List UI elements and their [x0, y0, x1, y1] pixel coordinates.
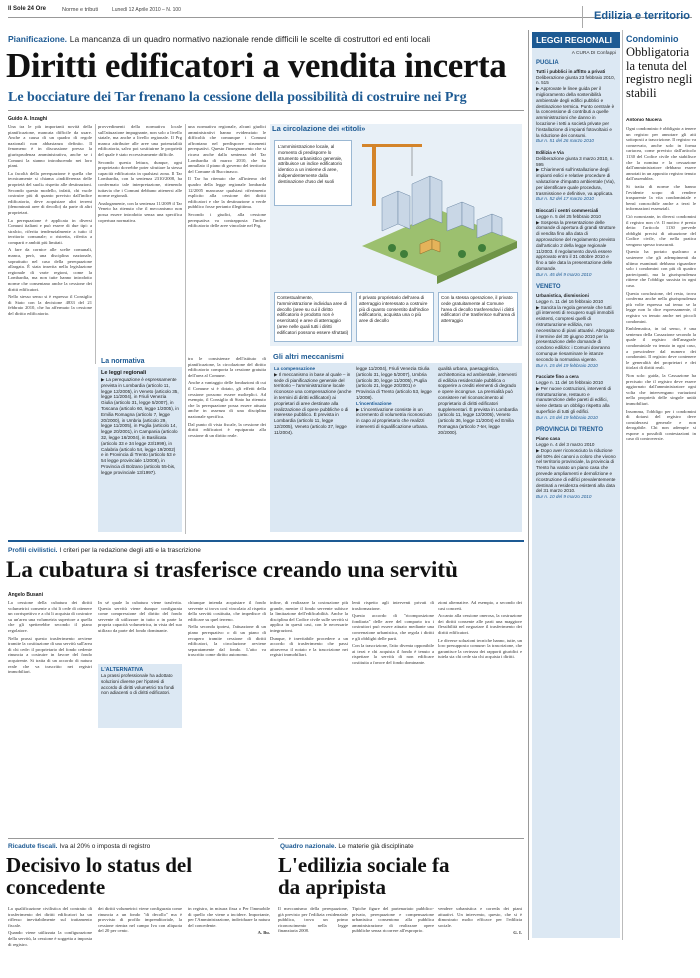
divider [185, 124, 186, 534]
lead-rule [8, 110, 524, 111]
profili-author: Angelo Busani [8, 592, 44, 598]
lead-column-4: tra le consistenze dell'istituto di pianificazione, la circolazione del diritto edificatorio comporta la cessione gratuita dell'area al Comune. Anche a vantaggio delle fondazioni di cui il Comune si è dotato, gli effetti della cessione possono essere molteplici. Ad esempio, il Consiglio di Stato ha ritenuto che la perequazione possa essere attuata anche in assenza di una disciplina nazionale specifica. Dal punto di vista fiscale, la cessione dei diritti edificatori è equiparata alla cessione di un diritto reale. [188, 356, 266, 438]
paper-date: Lunedì 12 Aprile 2010 – N. 100 [112, 7, 181, 13]
compensazione-text: La compensazione ▶ Il meccanismo in base al quale – in sede di pianificazione generale del territorio – l'amministrazione locale riconosce una compensazione (anche in termini di diritti edificatori) ai proprietari di aree destinate alla realizzazione di opere pubbliche o di interesse pubblico. È prevista in Lombardia (articolo 11, legge 12/2005), Veneto (articolo 37, legge 11/2004). [274, 366, 352, 435]
profili-kicker: Profili civilistici. [8, 547, 58, 554]
lead-title: Diritti edificatori a vendita incerta [6, 48, 507, 85]
profili-kicker-text: I criteri per la redazione degli atti e la trascrizione [59, 547, 201, 554]
quadro-kicker: Quadro nazionale. [280, 843, 337, 850]
ricadute-column-1: La qualificazione civilistica del contratto di trasferimento dei diritti edificatori ha un riflesso inevitabilmente sul trattamento fiscale. Quando viene utilizzata la configurazione della servitù, la cessione è soggetta a imposta di registro. [8, 906, 92, 947]
condominio-title: Obbligatoria la tenuta del registro negli stabili [626, 46, 693, 100]
lead-column-3: una normativa regionale, alcuni giudici amministrativi hanno evidenziato le difficoltà che comunque i Comuni affrontano nel predisporre strumenti perequativi. Questo l'insegnamento che si ricava anche dalla sentenza del Tar Lombardia di marzo 2010, che ha annullato il piano di governo del territorio del Comune di Buccinasco. Il Tar ha ritenuto che all'interno del quadro della legge regionale lombarda 12/2005 mancasse qualsiasi riferimento esplicito alla cessione dei diritti edificatori e che la destinazione a verde pubblico fosse pertanto illegittima. Secondo i giudici, alla cessione perequativa va contrapposta l'indice edificatorio delle aree vincolate nel Prg. [188, 124, 266, 229]
section-rule [8, 540, 524, 542]
meccanismi-col3: qualità urbana, paesaggistica, architettonica ed ambientale, interventi di edilizia residenziale pubblica o sopperire a crediti elementi di degrado e opere incongrue. La premialità può consistere nel riconoscimento al proprietario di diritti edificatori supplementari. È prevista in Lombardia (articolo 11, legge 12/2005), Veneto (articolo 36, legge 11/2004) ed Emilia Romagna (articolo 7-ter, legge 20/2000). [438, 366, 518, 435]
lead-kicker-line [8, 34, 524, 46]
quadro-title: L'edilizia sociale fa da apripista [278, 854, 450, 899]
profili-column-4: infine, di realizzare la costruzione più grande, mentre il fondo servente subisce la limitazione dell'edificabilità. Anche la disciplina del Codice civile sulle servitù si applica in questi casi, con le necessarie integrazioni. Dunque, è inevitabile procedere a un accordo di trasferimento che passi attraverso il notaio e la trascrizione nei registri immobiliari. [270, 600, 348, 658]
sidebar-title: LEGGI REGIONALI [532, 32, 620, 48]
incentivazione-label: L'incentivazione [356, 400, 392, 406]
incentivazione-text: legge 11/2004), Friuli Venezia Giulia (articolo 31, legge 5/2007), Umbria (articolo 30, legge 11/2005), Puglia (articolo 21, legge 20/2001) e Provincia di Trento (articolo 53, legge 1/2008). L'incentivazione ▶ L'incentivazione consiste in un incremento di volumetria riconosciuto in capo al proprietario che realizzi interventi di riqualificazione urbana. [356, 366, 432, 429]
sidebar-region: PUGLIA Tutti i pubblici in affitto a privati Deliberazione giunta 23 febbraio 2010, n. 515 ▶ Approvate le linee guida per il miglioramento della sostenibilità ambientale degli edifici pubblici e destinazione termica. Punto centrale è la concessione di contributi a quelle amministrazioni che danno in locazione i tetti a società private per l'installazione di impianti fotovoltaici e la riduzione dei consumi. Bur n. 51 del 26 marzo 2010 Edilizia e Via Deliberazione giunta 3 marzo 2010, n. 595 ▶ Chiarimenti sull'installazione degli impianti eolici e relative procedure di valutazione d'impatto ambientale (Via), per identificare quale procedura, trasmissione e definitive, va applicata. Bur n. 52 del 17 marzo 2010 Bioccati i centri commerciali Legge n. 5 del 25 febbraio 2010 ▶ Sospesa la presentazione delle domande di apertura di grandi strutture di vendita fino alla data di approvazione del regolamento previsto dall'articolo 2 della legge regionale 11/2003. Il regolamento dovrà essere approvato entro il 31 ottobre 2010 e fino a tale data la presentazione delle domande. Bur n. 45 del 9 marzo 2010 VENETO Urbanistica, dismissioni Legge n. 11 del 16 febbraio 2010 ▶ Sancita la regola generale che tutti gli interventi di recupero sugli immobili esistenti, compresi quelli di ristrutturazione edilizia, non necessitano di piani attuativi. Abrogato il termine del 30 giugno 2010 per la presentazione delle domande di condono edilizio: i Comuni dovranno comunque riesaminare le istanze secondo la normativa vigente. Bur n. 15 del 19 febbraio 2010 Facciate fino a cera Legge n. 11 del 16 febbraio 2010 ▶ Per nuove costruzioni, interventi di ristrutturazione, restauro e manutenzione delle pareti di edifici, viene dettato un obbligo rispetto alla superficie di tutti gli edifici. Bur n. 15 del 19 febbraio 2010 PROVINCIA DI TRENTO Piano casa Legge n. 4 del 3 marzo 2010 ▶ Dopo aver riconosciuto la riduzione del 50% dei canoni a coloro che vivono nel territorio provinciale, la provincia di Trento ha varato un piano casa che prevede ampliamenti e demolizione e ricostruzione di edifici prevalentemente destinati a residenza esistenti alla data del 31 marzo 2010. Bur n. 10 del 9 marzo 2010 [536, 60, 616, 500]
condominio-kicker: Condominio [626, 34, 679, 44]
lead-kicker: Pianificazione. [8, 34, 68, 44]
condominio-author: Antonio Nucera [626, 118, 662, 123]
normativa-label: La normativa [98, 356, 182, 367]
normativa-box [98, 356, 182, 532]
ricadute-column-2: dei diritti volumetrici viene configurata come rinuncia a un fondo "di decollo" ma è provvisto di profilo imprenditoriale, la cessione rientra nel campo Iva con aliquota del 20 per cento. [98, 906, 182, 934]
section-rule [278, 838, 524, 839]
profili-column-3: chiunque intenda acquistare il fondo servente si trova così vincolato al rispetto della servitù costituita, che impedisce di edificare su quel terreno. Nella seconda ipotesi, l'attuazione di un piano perequativo o di un piano di recupero tramite cessione di diritti edificatori, la circolazione avviene separatamente dal fondo. L'atto va trascritto come diritto autonomo. [188, 600, 266, 658]
lead-column-2: provvedimenti della normativa locale sull'attuazione impugnante, non solo a livello statale, ma anche a livello regionale. Il Prg manca attribuire alle aree una potenzialità edificatoria, salvo poi sostituirne le proprietà del quale è stato eccessivamente difficile. Secondo questa lettura, dunque, ogni proprietario dovrebbe poter sfruttare la stessa capacità edificatoria in qualsiasi zona. Il Tar Lombardia, con la sentenza 2310/2008, ha confermato tale interpretazione, ritenendo tuttavia che i Comuni debbano attenersi alle norme regionali. Analogamente, con la sentenza 11/2009 il Tar Veneto ha ritenuto che il meccanismo non possa essere introdotto senza una specifica copertura normativa. [98, 124, 182, 223]
lead-author: Guido A. Inzaghi [8, 116, 48, 122]
sidebar-by: A CURA DI Confappi [571, 51, 616, 56]
divider [95, 124, 96, 364]
city-illustration [352, 136, 522, 286]
profili-kicker-line [8, 546, 524, 556]
quadro-kicker-line [280, 842, 524, 852]
profili-box-text: La prassi professionale ha adottato soluzioni diverse per l'ipotesi di accordo di diritti volumetrici tra fondi non adiacenti o di diritti edificatori. [101, 673, 175, 696]
quadro-kicker-text: Le materie già disciplinate [338, 843, 414, 850]
divider [528, 30, 529, 940]
lead-subtitle: Le bocciature dei Tar frenano la cessione della possibilità di costruire nei Prg [8, 90, 467, 105]
meccanismi-title: Gli altri meccanismi [270, 350, 522, 363]
lead-column-1: Una tra le più importanti novità della pianificazione, mancata difficile da usare. Anche a causa di un quadro di regole nazionali non abbastanza definito. Il fenomeno è in discussione presso la giurisprudenza amministrativa, anche se i Comuni la stanno introducendo nei loro piani. La facoltà della perequazione è quella che tecnicamente si chiama «indifferenza delle proprietà del suoli» rispetto alle destinazioni. Secondo questo modello, infatti, chi vuole costruire più di quanto previsto dall'indice edificatorio, deve acquistare altri terreni (denominati aree di decollo) da parte di altri proprietari. La perequazione è applicata in diversi Comuni italiani e può essere di due tipi: a stralcio, riferita tendenzialmente a tutto il territorio comunale; o ristretta, riferita a comparti e ambiti più limitati. A fare da cornice alle scelte comunali, manca, però, una disciplina nazionale, soprattutto nel caso della perequazione allargata. È stata inserita nella legislazione regionale di varie regioni, come la Lombardia, ma non tutte hanno introdotto norme che consentano anche la cessione dei diritti edificatori. Nello stesso senso si è espresso il Consiglio di Stato con la decisione 4833 del 21 febbraio 2010, che ha affermato la cessione del diritto edificatorio. [8, 124, 92, 316]
paper-section: Norme e tributi [62, 6, 99, 13]
compensazione-label: La compensazione [274, 366, 316, 371]
ricadute-kicker-line [8, 842, 274, 852]
infographic-title: La circolazione dei «titoli» [272, 124, 366, 133]
quadro-column-2: vendere urbanistica e correda dei piani attuativi. Un intervento, questo, che si è dimostrato molto efficace per l'edilizia sociale. G. I. [438, 906, 522, 936]
normativa-text: ▶ La perequazione è espressamente prevista in Lombardia (articolo 11, legge 12/2005), in Veneto (articolo 35, legge 11/2004), in Friuli Venezia Giulia (articolo 31, legge 5/2007), in Toscana (articolo 60, legge 1/2005), in Emilia Romagna (articolo 7, legge 20/2000), in Umbria (articolo 29, legge 11/2005), in Puglia (articolo 14, legge 20/2001), in Campania (articolo 32, legge 16/2004), in Basilicata (articolo 33 e 34 legge 23/1999), in Calabria (articolo 54, legge 19/2002) e in Provincia di Trento (articolo 53 e 54 legge provinciale 1/2008), in Provincia di Bolzano (articolo 55-bis, legge provinciale 13/1997). [101, 377, 179, 475]
sidebar-leggi-regionali [532, 32, 620, 938]
lead-kicker-text: La mancanza di un quadro normativo nazionale rende difficili le scelte di costruttori ed enti locali [69, 34, 431, 44]
infographic-box-1: Contestualmente, l'amministrazione individua aree di decollo (aree su cui il diritto edificatorio è prodotto non è esercitato) e aree di atterraggio (aree nelle quali tutti i diritti edificatori possono essere sfruttati) [274, 292, 352, 342]
infographic-box-2: Il privato proprietario dell'area di atterraggio interessato a costruire più di quanto consentito dall'indice edificatorio, acquista una o più aree di decollo [356, 292, 434, 342]
ricadute-signature: A. Bu. [257, 930, 270, 936]
page-section-label: Edilizia e territorio [582, 6, 692, 28]
profili-column-5: lenti rispetto agli interventi privati di trasformazione. Questo accordo di "ricomposizione fondiaria" delle aree del comparto tra i costruttori può essere attuato mediante una convenzione urbanistica, che regola i diritti e gli obblighi delle parti. Con la trascrizione, l'atto diventa opponibile ai terzi e chi acquista il fondo è tenuto a rispettare la servitù di non edificare costituita a favore del fondo dominante. [352, 600, 434, 665]
condominio-text: Ogni condominio è obbligato a tenere un registro per annotare gli atti sottoposti a trascrizione. Il registro va conservato, anche solo in forma cartacea, come previsto dall'articolo 1130 del Codice civile che stabilisce che la nomina e la cessazione dall'amministratore debbano essere annotati in un apposito registro tenuto dall'assemblea. Si tratta di norme che hanno l'evidente scopo di rendere trasparente la vita condominiale e bensì conoscibile anche a terzi le informazioni essenziali. Ciò nonostante, in diversi condomini il registro non c'è. Il motivo è presto detto: l'articolo 1130 prevede obblighi precisi di attuazione del Codice civile, che nella pratica vengono spesso trascurati. Questo ha portato qualcuno a sostenere che gli adempimenti da ultimo esaminati debbano riguardare solo i condomini con più di quattro partecipanti, ma la giurisprudenza ritiene che l'obbligo sussista in ogni caso. Questa conclusione, del resto, trova conferma anche nella giurisprudenza più volte espressa sul tema: se la legge non lo dice espressamente, il registro va tenuto anche nei piccoli condomini. Emblematica, in tal senso, è una sentenza della Cassazione secondo la quale il registro dell'anagrafe condominiale va tenuto in ogni caso, a prescindere dal numero dei condomini. Il registro deve contenere le generalità dei proprietari e dei titolari di diritti reali. Non solo: guida, la Cassazione ha precisato che il registro deve essere aggiornato dall'amministratore ogni volta che intervengano variazioni nella proprietà delle singole unità immobiliari. Insomma, l'obbligo per i condomini di dotarsi del registro deve considerarsi generale e non derogabile. Chi non adempie si espone a possibili contestazioni in caso di controversie. [626, 126, 696, 442]
profili-alternativa-box [98, 664, 182, 728]
profili-column-6: zioni alternative. Ad esempio, a secondo dei casi concreti. Accanto alla cessione onerosa, la costruzione dei diritti consente alle parti una maggiore flessibilità nel negoziare il trasferimento dei diritti edificatori. Le diverse soluzioni tecniche hanno, tutte, un loro presupposto comune: la trascrizione, che garantisce la certezza dei rapporti giuridici e tutela sia chi cede sia chi acquista i diritti. [438, 600, 522, 660]
divider [622, 30, 623, 940]
ricadute-column-3: in registro, in misura fissa o Per l'immobile di quello che viene a incidere. Importante, per l'Amministrazione, individuare la natura del concedente. A. Bu. [188, 906, 270, 936]
infographic [270, 124, 522, 346]
normativa-title: Le leggi regionali [101, 370, 147, 376]
profili-box-label: L'ALTERNATIVA [101, 667, 144, 673]
section-rule [8, 838, 274, 839]
infographic-box-3: Con la stessa operazione, il privato cede gratuitamente al Comune l'area di decollo trasferendovi i diritti edificatori che trasferisce sull'area di atterraggio [438, 292, 518, 342]
quadro-signature: G. I. [513, 930, 522, 936]
profili-column-2: In sé quale la cubatura viene trasferita. Questa servitù viene dunque configurata come compressione del diritto del fondo servente di utilizzare in tutto o in parte la propria capacità volumetrica, in vista del suo utilizzo da parte del fondo dominante. [98, 600, 182, 633]
quadro-column-0: Il meccanismo della perequazione, già previsto per l'edilizia residenziale pubblica, trova un primo riconoscimento nella legge finanziaria 2008. [278, 906, 348, 934]
ricadute-title: Decisivo lo status del concedente [6, 854, 193, 899]
infographic-intro-box: L'amministrazione locale, al momento di predisporre lo strumento urbanistico generale, attribuisce un indice edificatorio identico a un insieme di aree, indipendentemente dalla destinazione d'uso del suoli [274, 140, 352, 206]
profili-column-1: La cessione della cubatura dei diritti volumetrici consente a chi li cede di ottenere un corrispettivo e a chi li acquista di costruire su un'area una volumetria superiore a quella che gli spetterebbe secondo il piano regolatore. Nella prassi questo trasferimento avviene tramite la costituzione di una servitù sull'area di chi cede: il proprietario del fondo cedente rinuncia a costruire in favore del fondo acquirente. Si tratta di un accordo di natura reale che va trascritto nei registri immobiliari. [8, 600, 92, 675]
profili-title: La cubatura si trasferisce creando una servitù [6, 558, 458, 582]
paper-name: Il Sole 24 Ore [8, 6, 47, 12]
ricadute-kicker: Ricadute fiscali. [8, 843, 58, 850]
quadro-column-1: Tipiche figure del partenariato pubblico-privato, perequazione e compensazione urbanistica consentono alla pubblica amministrazione di realizzare opere pubbliche senza ricorrere all'esproprio. [352, 906, 434, 934]
meccanismi-box [270, 350, 522, 532]
ricadute-kicker-text: Iva al 20% o imposta di registro [59, 843, 151, 850]
